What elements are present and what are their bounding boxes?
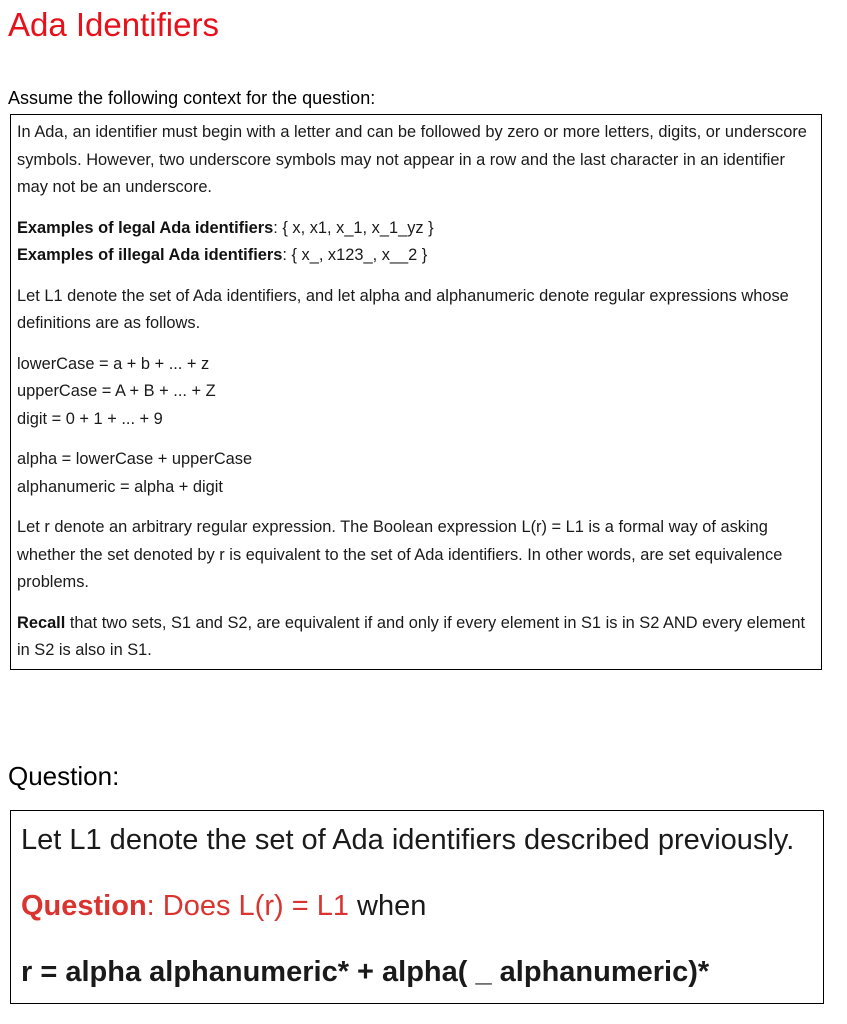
context-paragraph-rules: In Ada, an identifier must begin with a letter and can be followed by zero or more letters, digits, or underscore symbols. However, two underscore symbols may not appear in a row and the last character in an identifier may not be an underscore.: [17, 123, 807, 196]
recall-label: Recall: [17, 613, 66, 632]
legal-examples-label: Examples of legal Ada identifiers: [17, 218, 274, 237]
question-prompt-label: Question: [21, 890, 147, 922]
examples-block: [17, 215, 815, 270]
illegal-examples-values: : { x_, x123_, x__2 }: [282, 246, 428, 264]
definition-line: alpha = lowerCase + upperCase: [17, 450, 253, 468]
question-intro: Let L1 denote the set of Ada identifiers described previously.: [21, 824, 795, 856]
definition-line: digit = 0 + 1 + ... + 9: [17, 409, 163, 428]
question-prompt-when: when: [348, 890, 427, 922]
legal-examples-values: : { x, x1, x_1, x_1_yz }: [273, 218, 434, 237]
context-paragraph-recall: [17, 610, 815, 665]
definitions-block-1: [17, 351, 815, 434]
context-paragraph-definitions-intro: Let L1 denote the set of Ada identifiers, and let alpha and alphanumeric denote regular expressions whose definitions are as follows.: [17, 286, 789, 332]
question-prompt-text: : Does L(r) = L1: [146, 890, 349, 922]
context-box: [10, 114, 822, 670]
question-label: Question:: [8, 761, 120, 791]
context-paragraph-boolean-expression: Let r denote an arbitrary regular expression. The Boolean expression L(r) = L1 is a formal way of asking whether the set denoted by r is equivalent to the set of Ada identifiers. In other words, are set equivalence problems.: [17, 518, 783, 591]
context-label: Assume the following context for the question:: [8, 88, 376, 108]
definition-line: alphanumeric = alpha + digit: [17, 477, 223, 496]
page-title: Ada Identifiers: [8, 6, 219, 43]
illegal-examples-label: Examples of illegal Ada identifiers: [17, 246, 283, 264]
question-prompt: [21, 889, 823, 923]
definition-line: upperCase = A + B + ... + Z: [17, 382, 216, 400]
definition-line: lowerCase = a + b + ... + z: [17, 354, 210, 373]
question-expression: r = alpha alphanumeric* + alpha( _ alphanumeric)*: [21, 956, 710, 988]
definitions-block-2: [17, 446, 815, 501]
question-box: [10, 810, 824, 1004]
recall-text: that two sets, S1 and S2, are equivalent if and only if every element in S1 is in S2 AND every element in S2 is also in S1.: [17, 613, 806, 659]
